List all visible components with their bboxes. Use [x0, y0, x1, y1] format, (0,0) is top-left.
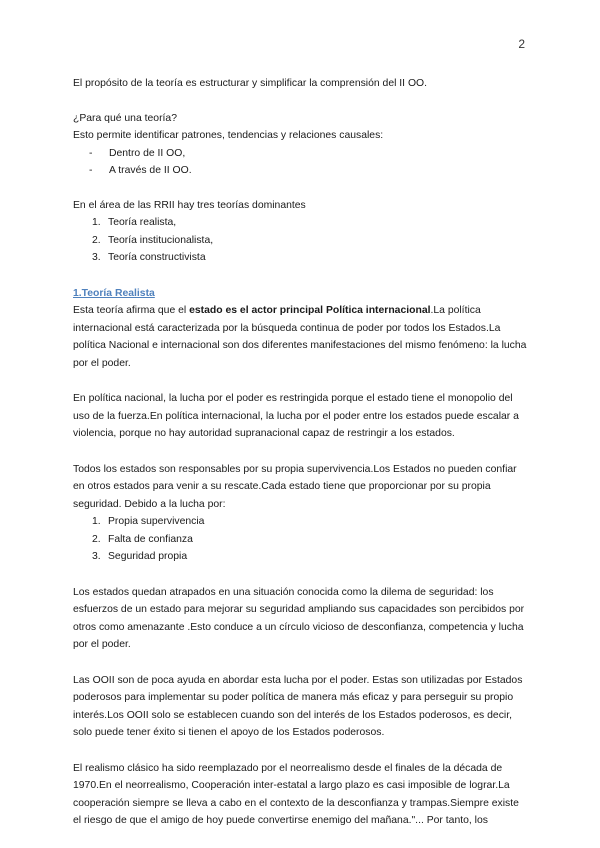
theories-intro: En el área de las RRII hay tres teorías dominantes [73, 199, 306, 211]
paragraph: Las OOII son de poca ayuda en abordar esta lucha por el poder. Estas son utilizadas por Estados poderosos para implementar su poder política de manera más eficaz y para perseguir su propio interés.Los OOII solo se establecen cuando son del interés de los Estados poderosos, es decir, solo puede tener éxito si tienen el apoyo de los Estados poderosos. [73, 674, 523, 738]
list-item: 2. Falta de confianza [92, 533, 193, 545]
list-item: - A través de II OO. [73, 162, 529, 180]
why-list [73, 145, 529, 180]
why-question: ¿Para qué una teoría? [73, 112, 177, 124]
why-answer: Esto permite identificar patrones, tendencias y relaciones causales: [73, 130, 384, 141]
list-item: 3. Teoría constructivista [92, 252, 206, 263]
paragraph: Los estados quedan atrapados en una situación conocida como la dilema de seguridad: los esfuerzos de un estado para mejorar su seguridad ampliando sus capacidades son percibidos por otros como amenazante .Esto conduce a un círculo vicioso de desconfianza, competencia y lucha por el poder. [73, 586, 525, 650]
list-item: 2. Teoría institucionalista, [92, 234, 214, 246]
paragraph: Todos los estados son responsables por su propia supervivencia.Los Estados no pueden confiar en otros estados para venir a su rescate.Cada estado tiene que proporcionar por su propia seguridad. Debido a la lucha por: [73, 463, 517, 510]
list-item: 1. Propia supervivencia [92, 516, 205, 527]
paragraph: El realismo clásico ha sido reemplazado por el neorrealismo desde el finales de la década de 1970.En el neorrealismo, Cooperación inter-estatal a largo plazo es casi imposible de lograr.La cooperación siempre se lleva a cabo en el contexto de la desconfianza y trampas.Siempre existe el riesgo de que el amigo de hoy puede convertirse enemigo del mañana."... Por tanto, los [73, 762, 519, 826]
page-number: 2 [518, 37, 525, 51]
list-item: 1. Teoría realista, [92, 217, 177, 228]
list-item: 3. Seguridad propia [92, 551, 188, 562]
document-body [73, 75, 529, 830]
intro-paragraph: El propósito de la teoría es estructurar y simplificar la comprensión del II OO. [73, 78, 428, 89]
paragraph: Esta teoría afirma que el estado es el actor principal Política internacional.La política internacional está caracterizada por la búsqueda continua de poder por todos los Estados.La política Nacional e internacional son dos diferentes manifestaciones del mismo fenómeno: la lucha por el poder. [73, 305, 527, 369]
section-heading: 1.Teoría Realista [73, 287, 155, 299]
theories-list [73, 214, 529, 267]
paragraph: En política nacional, la lucha por el poder es restringida porque el estado tiene el monopolio del uso de la fuerza.En política internacional, la lucha por el poder entre los estados puede escalar a violencia, porque no hay autoridad supranacional capaz de restringir a los estados. [73, 393, 519, 439]
security-list [73, 513, 529, 566]
list-item: - Dentro de II OO, [73, 145, 529, 163]
